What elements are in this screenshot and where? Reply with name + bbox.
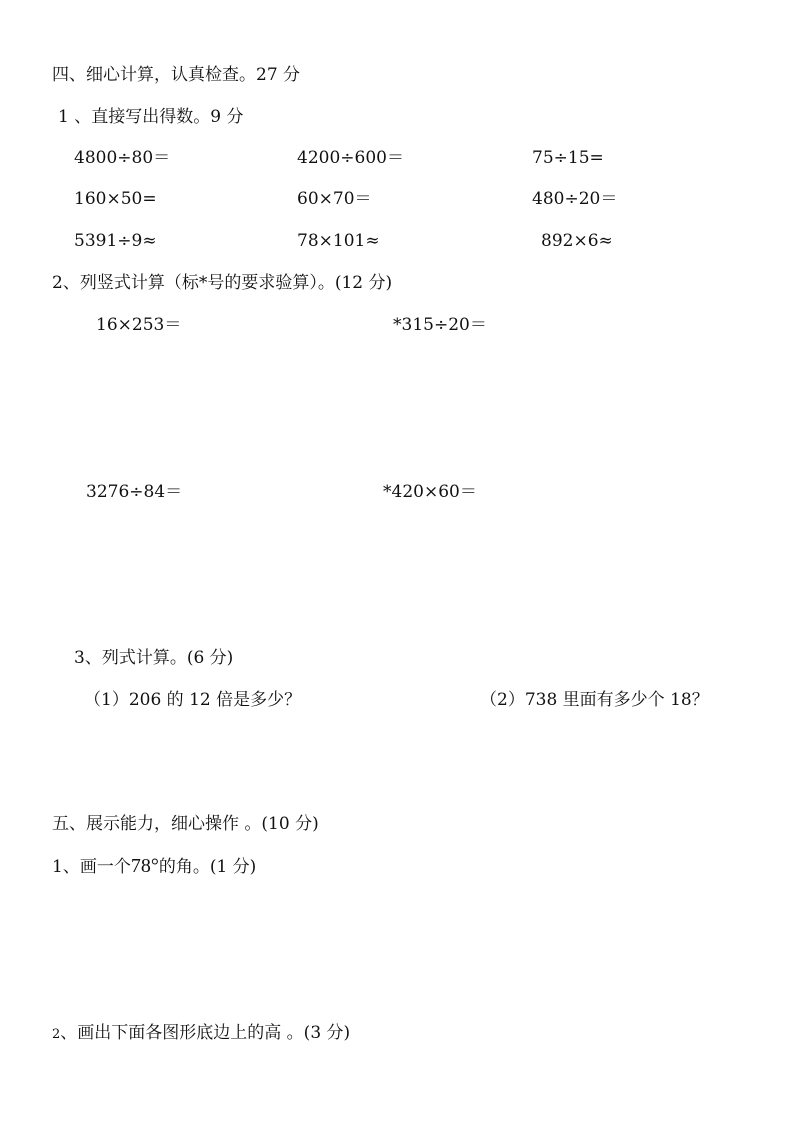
q2-item: 3276÷84＝ bbox=[86, 482, 183, 502]
section-5-title: 五、展示能力，细心操作 。(10 分) bbox=[52, 814, 319, 834]
q3-title: 3、列式计算。(6 分) bbox=[74, 648, 234, 668]
s5-q1-suffix: 的角。(1 分) bbox=[158, 857, 257, 877]
q3-item: （2）738 里面有多少个 18？ bbox=[480, 690, 709, 710]
s5-q2-number: 2 bbox=[52, 1027, 61, 1042]
q1-item: 75÷15= bbox=[532, 148, 604, 168]
q2-item: 16×253＝ bbox=[96, 315, 182, 335]
q1-item: 160×50= bbox=[74, 189, 157, 209]
q1-item: 892×6≈ bbox=[541, 231, 613, 251]
q1-item: 4800÷80＝ bbox=[74, 148, 171, 168]
q1-title: 1 、直接写出得数。9 分 bbox=[58, 107, 244, 127]
q2-item: *315÷20＝ bbox=[393, 315, 487, 335]
s5-q1-prefix: 1、画一个 bbox=[52, 857, 131, 877]
section-4-title: 四、细心计算，认真检查。27 分 bbox=[52, 65, 301, 85]
q2-item: *420×60＝ bbox=[383, 482, 477, 502]
s5-q2-text: 、画出下面各图形底边上的高 。(3 分) bbox=[60, 1023, 351, 1043]
s5-q1 bbox=[52, 855, 256, 878]
q1-item: 4200÷600＝ bbox=[297, 148, 404, 168]
q1-item: 5391÷9≈ bbox=[74, 231, 157, 251]
s5-q2 bbox=[52, 1022, 350, 1046]
q3-item: （1）206 的 12 倍是多少？ bbox=[84, 690, 302, 710]
q2-title: 2、列竖式计算（标*号的要求验算）。(12 分) bbox=[52, 273, 393, 293]
q1-item: 60×70＝ bbox=[297, 189, 372, 209]
angle-value: 78° bbox=[130, 855, 159, 877]
q1-item: 78×101≈ bbox=[297, 231, 380, 251]
q1-item: 480÷20＝ bbox=[532, 189, 618, 209]
